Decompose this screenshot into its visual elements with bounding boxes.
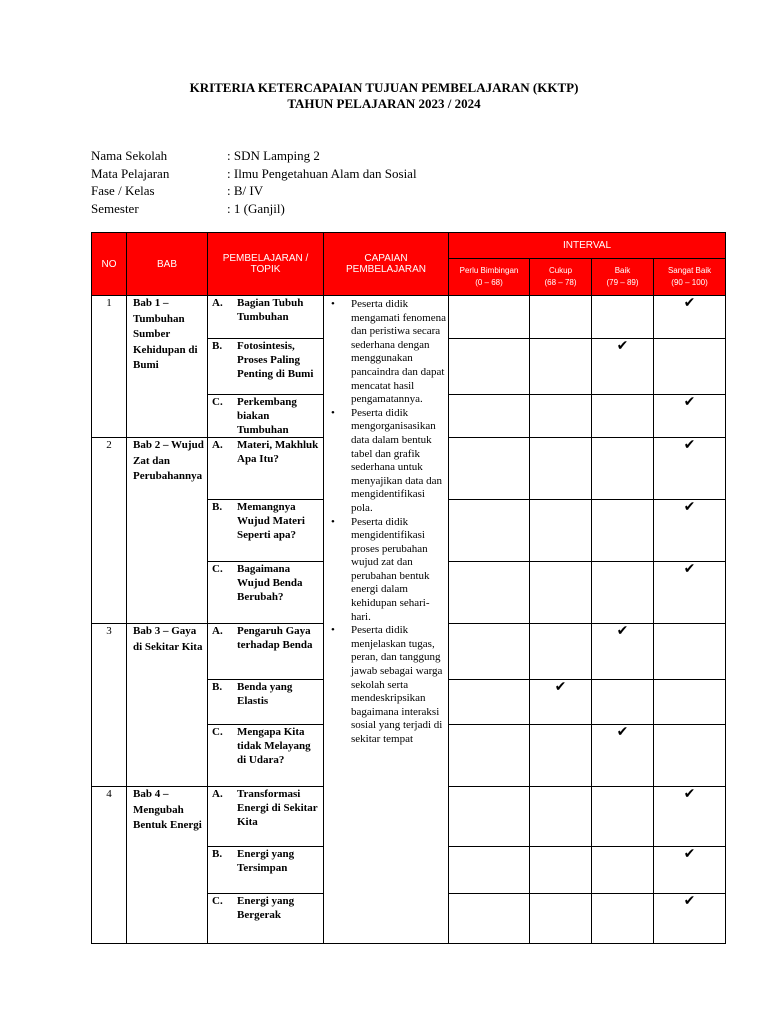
chapter-name: Bab 3 – Gaya di Sekitar Kita — [127, 624, 208, 787]
topic-letter: B. — [212, 501, 223, 513]
interval-cell — [530, 562, 592, 624]
topic-cell — [208, 624, 324, 680]
bullet-icon: • — [331, 515, 335, 528]
topic-letter: B. — [212, 340, 223, 352]
interval-cell — [592, 680, 654, 725]
interval-cell — [449, 339, 530, 395]
level-range: (90 – 100) — [671, 278, 708, 287]
topic-cell — [208, 562, 324, 624]
topic-cell — [208, 395, 324, 438]
bullet-icon: • — [331, 624, 335, 637]
header-topik: PEMBELAJARAN / TOPIK — [208, 233, 324, 296]
interval-cell — [592, 339, 654, 395]
interval-cell — [449, 787, 530, 847]
interval-cell — [530, 500, 592, 562]
capaian-item — [328, 516, 446, 625]
topic-item — [208, 725, 323, 767]
interval-cell — [654, 787, 726, 847]
topic-title: Mengapa Kita tidak Melayang di Udara? — [237, 726, 311, 766]
topic-cell — [208, 787, 324, 847]
interval-cell — [654, 725, 726, 787]
checkmark-icon: ✔ — [683, 499, 696, 515]
topic-cell — [208, 725, 324, 787]
topic-letter: B. — [212, 848, 223, 860]
interval-cell — [654, 847, 726, 894]
table-row — [92, 296, 726, 339]
topic-letter: C. — [212, 563, 223, 575]
topic-letter: C. — [212, 895, 223, 907]
checkmark-icon: ✔ — [554, 679, 567, 695]
checkmark-icon: ✔ — [683, 394, 696, 410]
chapter-name: Bab 1 – Tumbuhan Sumber Kehidupan di Bumi — [127, 296, 208, 438]
checkmark-icon: ✔ — [683, 561, 696, 577]
interval-cell — [592, 296, 654, 339]
topic-cell — [208, 500, 324, 562]
info-label: Mata Pelajaran — [91, 165, 170, 181]
topic-letter: A. — [212, 439, 223, 451]
checkmark-icon: ✔ — [683, 437, 696, 453]
row-number: 4 — [92, 787, 127, 944]
interval-cell — [530, 894, 592, 944]
interval-cell — [530, 624, 592, 680]
interval-cell — [592, 395, 654, 438]
capaian-item — [328, 407, 446, 516]
interval-cell — [449, 438, 530, 500]
topic-title: Materi, Makhluk Apa Itu? — [237, 439, 319, 465]
topic-title: Bagian Tubuh Tumbuhan — [237, 297, 304, 323]
interval-cell — [592, 725, 654, 787]
checkmark-icon: ✔ — [683, 846, 696, 862]
level-name: Sangat Baik — [667, 266, 712, 275]
chapter-name: Bab 2 – Wujud Zat dan Perubahannya — [127, 438, 208, 624]
document-subtitle: TAHUN PELAJARAN 2023 / 2024 — [287, 96, 481, 111]
interval-cell — [530, 395, 592, 438]
interval-cell — [654, 894, 726, 944]
level-range: (68 – 78) — [544, 278, 577, 287]
kktp-table — [91, 232, 726, 944]
chapter-name: Bab 4 – Mengubah Bentuk Energi — [127, 787, 208, 944]
interval-cell — [530, 725, 592, 787]
topic-title: Pengaruh Gaya terhadap Benda — [237, 625, 313, 651]
interval-cell — [449, 847, 530, 894]
header-level-3 — [592, 259, 654, 296]
checkmark-icon: ✔ — [683, 893, 696, 909]
interval-cell — [654, 624, 726, 680]
interval-cell — [449, 894, 530, 944]
topic-cell — [208, 847, 324, 894]
topic-title: Memangnya Wujud Materi Seperti apa? — [237, 501, 305, 541]
topic-letter: A. — [212, 625, 223, 637]
interval-cell — [530, 296, 592, 339]
capaian-item — [328, 298, 446, 407]
interval-cell — [449, 395, 530, 438]
topic-title: Perkembang biakan Tumbuhan — [237, 396, 297, 436]
topic-title: Transformasi Energi di Sekitar Kita — [237, 788, 318, 828]
topic-item — [208, 395, 323, 437]
interval-cell — [592, 562, 654, 624]
level-range: (0 – 68) — [475, 278, 503, 287]
interval-cell — [530, 787, 592, 847]
checkmark-icon: ✔ — [616, 623, 629, 639]
interval-cell — [654, 562, 726, 624]
topic-item — [208, 787, 323, 829]
document-title: KRITERIA KETERCAPAIAN TUJUAN PEMBELAJARAN (KKTP) — [189, 80, 579, 95]
interval-cell — [592, 438, 654, 500]
interval-cell — [449, 296, 530, 339]
topic-cell — [208, 296, 324, 339]
row-number: 2 — [92, 438, 127, 624]
topic-title: Bagaimana Wujud Benda Berubah? — [237, 563, 303, 603]
header-no: NO — [92, 233, 127, 296]
bullet-icon: • — [331, 298, 335, 310]
capaian-cell — [324, 296, 449, 944]
info-value: : B/ IV — [227, 182, 263, 200]
info-value: : SDN Lamping 2 — [227, 147, 320, 165]
interval-cell — [592, 847, 654, 894]
checkmark-icon: ✔ — [683, 786, 696, 802]
capaian-text: Peserta didik mengidentifikasi proses perubahan wujud zat dan perubahan bentuk energi dalam kehidupan sehari-hari. — [351, 515, 430, 623]
topic-title: Energi yang Bergerak — [237, 895, 295, 921]
interval-cell — [449, 680, 530, 725]
topic-title: Benda yang Elastis — [237, 681, 293, 707]
interval-cell — [654, 395, 726, 438]
header-interval: INTERVAL — [449, 233, 726, 259]
bullet-icon: • — [331, 406, 335, 419]
interval-cell — [530, 847, 592, 894]
interval-cell — [592, 500, 654, 562]
topic-title: Fotosintesis, Proses Paling Penting di Bumi — [237, 340, 314, 380]
topic-item — [208, 500, 323, 542]
info-value: : Ilmu Pengetahuan Alam dan Sosial — [227, 165, 417, 183]
topic-cell — [208, 894, 324, 944]
interval-cell — [592, 894, 654, 944]
interval-cell — [654, 296, 726, 339]
topic-letter: C. — [212, 726, 223, 738]
interval-cell — [530, 680, 592, 725]
capaian-text: Peserta didik mengamati fenomena dan peristiwa secara sederhana dengan menggunakan pancaindra dan dapat mencatat hasil pengamatannya. — [351, 298, 446, 406]
header-level-4 — [654, 259, 726, 296]
interval-cell — [530, 339, 592, 395]
checkmark-icon: ✔ — [616, 338, 629, 354]
header-level-1 — [449, 259, 530, 296]
capaian-text: Peserta didik menjelaskan tugas, peran, dan tanggung jawab sebagai warga sekolah serta mendeskripsikan bagaimana interaksi sosial yang terjadi di sekitar tempat — [351, 624, 443, 745]
info-label: Fase / Kelas — [91, 183, 155, 198]
row-number: 3 — [92, 624, 127, 787]
checkmark-icon: ✔ — [683, 295, 696, 311]
interval-cell — [654, 680, 726, 725]
topic-cell — [208, 438, 324, 500]
capaian-text: Peserta didik mengorganisasikan data dalam bentuk tabel dan grafik sederhana untuk menyajikan data dan mengidentifikasi pola. — [351, 406, 443, 514]
interval-cell — [449, 562, 530, 624]
topic-item — [208, 438, 323, 466]
topic-item — [208, 562, 323, 604]
topic-letter: C. — [212, 396, 223, 408]
info-value: : 1 (Ganjil) — [227, 200, 285, 218]
checkmark-icon: ✔ — [616, 724, 629, 740]
level-name: Perlu Bimbingan — [459, 266, 519, 275]
interval-cell — [592, 624, 654, 680]
interval-cell — [449, 500, 530, 562]
level-name: Baik — [614, 266, 631, 275]
topic-item — [208, 296, 323, 324]
topic-item — [208, 894, 323, 922]
interval-cell — [592, 787, 654, 847]
topic-letter: A. — [212, 297, 223, 309]
interval-cell — [530, 438, 592, 500]
topic-title: Energi yang Tersimpan — [237, 848, 295, 874]
interval-cell — [654, 339, 726, 395]
interval-cell — [654, 500, 726, 562]
topic-cell — [208, 339, 324, 395]
level-range: (79 – 89) — [606, 278, 639, 287]
topic-item — [208, 624, 323, 652]
topic-cell — [208, 680, 324, 725]
capaian-item — [328, 624, 446, 746]
header-level-2 — [530, 259, 592, 296]
header-bab: BAB — [127, 233, 208, 296]
interval-cell — [449, 725, 530, 787]
topic-item — [208, 339, 323, 381]
info-label: Nama Sekolah — [91, 148, 168, 163]
header-capaian: CAPAIAN PEMBELAJARAN — [324, 233, 449, 296]
row-number: 1 — [92, 296, 127, 438]
topic-letter: A. — [212, 788, 223, 800]
topic-item — [208, 847, 323, 875]
info-label: Semester — [91, 200, 139, 216]
level-name: Cukup — [548, 266, 573, 275]
topic-item — [208, 680, 323, 708]
interval-cell — [449, 624, 530, 680]
topic-letter: B. — [212, 681, 223, 693]
interval-cell — [654, 438, 726, 500]
